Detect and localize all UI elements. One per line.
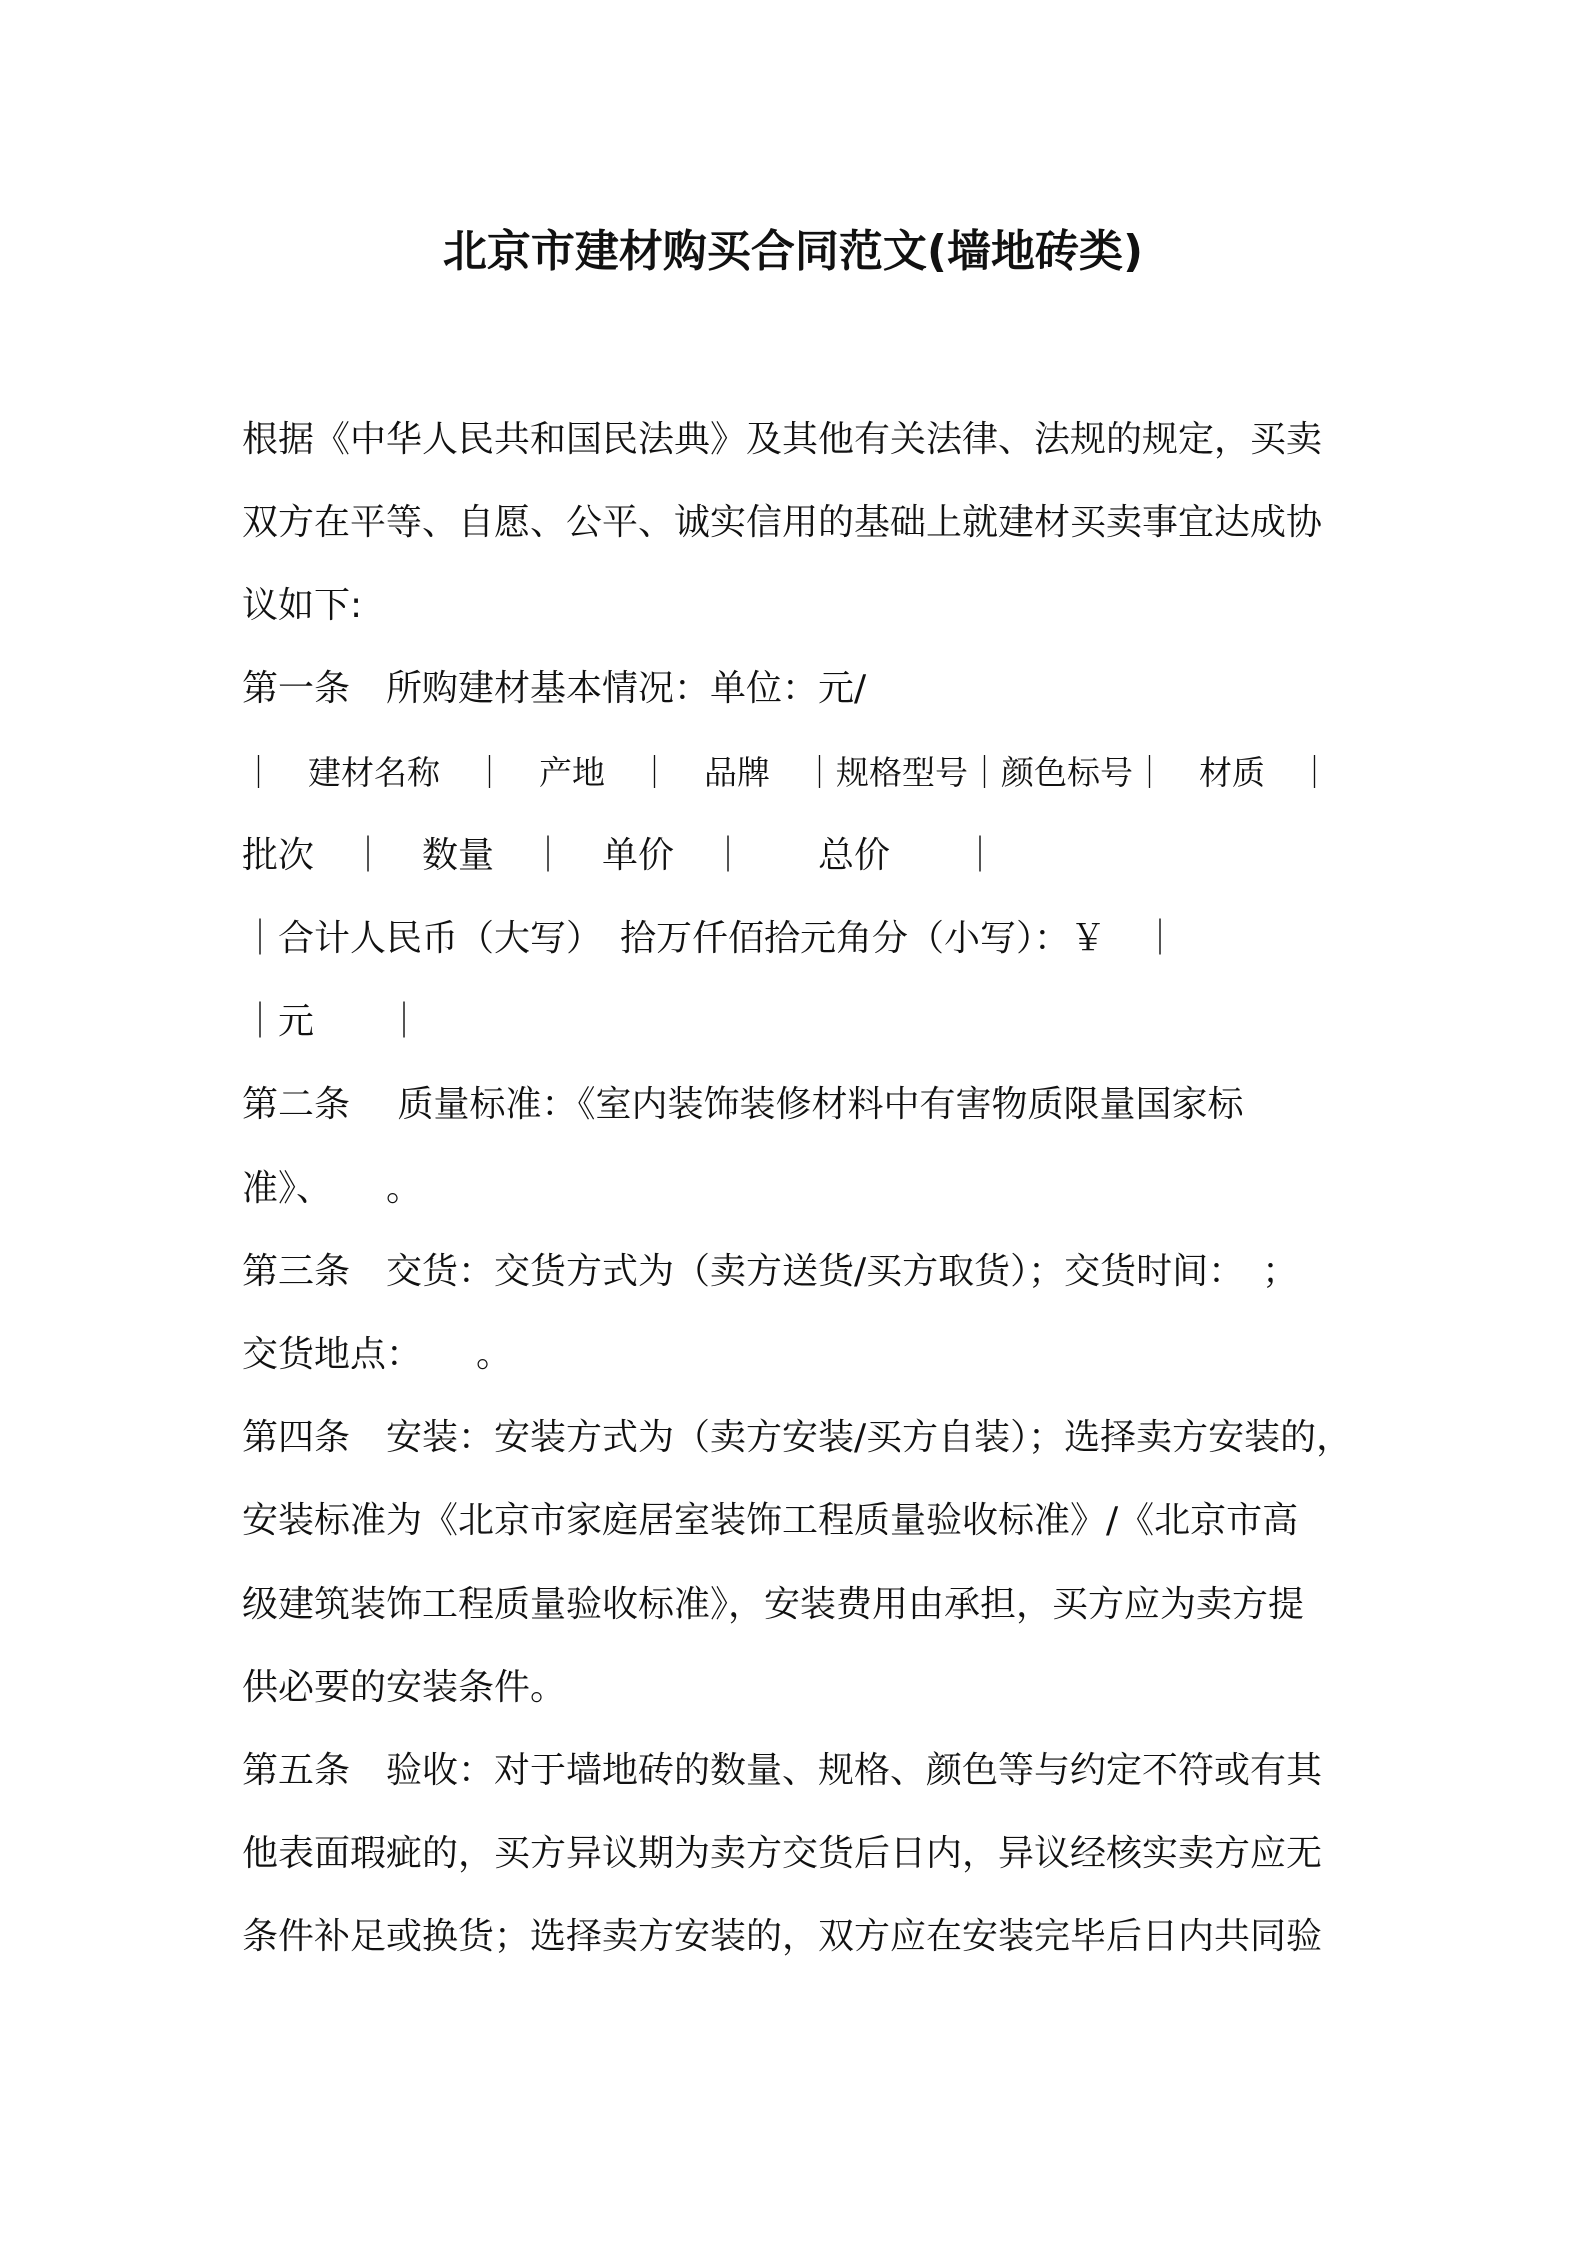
article-3-cont: 交货地点： 。	[242, 1334, 513, 1375]
paragraph-line: 双方在平等、自愿、公平、诚实信用的基础上就建材买卖事宜达成协	[242, 502, 1323, 543]
article-4-cont: 供必要的安装条件。	[242, 1667, 567, 1708]
article-2: 第二条 质量标准：《室内装饰装修材料中有害物质限量国家标	[242, 1084, 1244, 1125]
table-header-row: ｜ 建材名称 ｜ 产地 ｜ 品牌 ｜规格型号｜颜色标号｜ 材质 ｜	[242, 753, 1331, 792]
article-5: 第五条 验收：对于墙地砖的数量、规格、颜色等与约定不符或有其	[242, 1750, 1323, 1791]
paragraph-line: 议如下:	[242, 585, 363, 626]
article-4-cont: 级建筑装饰工程质量验收标准》，安装费用由承担，买方应为卖方提	[242, 1584, 1305, 1625]
table-total-row: ｜合计人民币（大写） 拾万仟佰拾元角分（小写）：￥ ｜	[242, 918, 1179, 959]
paragraph-line: 根据《中华人民共和国民法典》及其他有关法律、法规的规定，买卖	[242, 419, 1323, 460]
article-4-cont: 安装标准为《北京市家庭居室装饰工程质量验收标准》/《北京市高	[242, 1500, 1299, 1541]
article-3: 第三条 交货：交货方式为（卖方送货/买方取货）；交货时间： ；	[242, 1251, 1299, 1292]
article-2-cont: 准》、 。	[242, 1168, 423, 1209]
document-title: 北京市建材购买合同范文(墙地砖类)	[442, 226, 1144, 277]
article-4: 第四条 安装：安装方式为（卖方安装/买方自装）；选择卖方安装的，	[242, 1417, 1353, 1458]
table-total-row-cont: ｜元 ｜	[242, 1001, 423, 1042]
article-5-cont: 他表面瑕疵的，买方异议期为卖方交货后日内，异议经核实卖方应无	[242, 1833, 1323, 1874]
article-5-cont: 条件补足或换货；选择卖方安装的，双方应在安装完毕后日内共同验	[242, 1916, 1323, 1957]
article-1-heading: 第一条 所购建材基本情况：单位：元/	[242, 668, 867, 709]
table-header-row-cont: 批次 ｜ 数量 ｜ 单价 ｜ 总价 ｜	[242, 835, 999, 876]
